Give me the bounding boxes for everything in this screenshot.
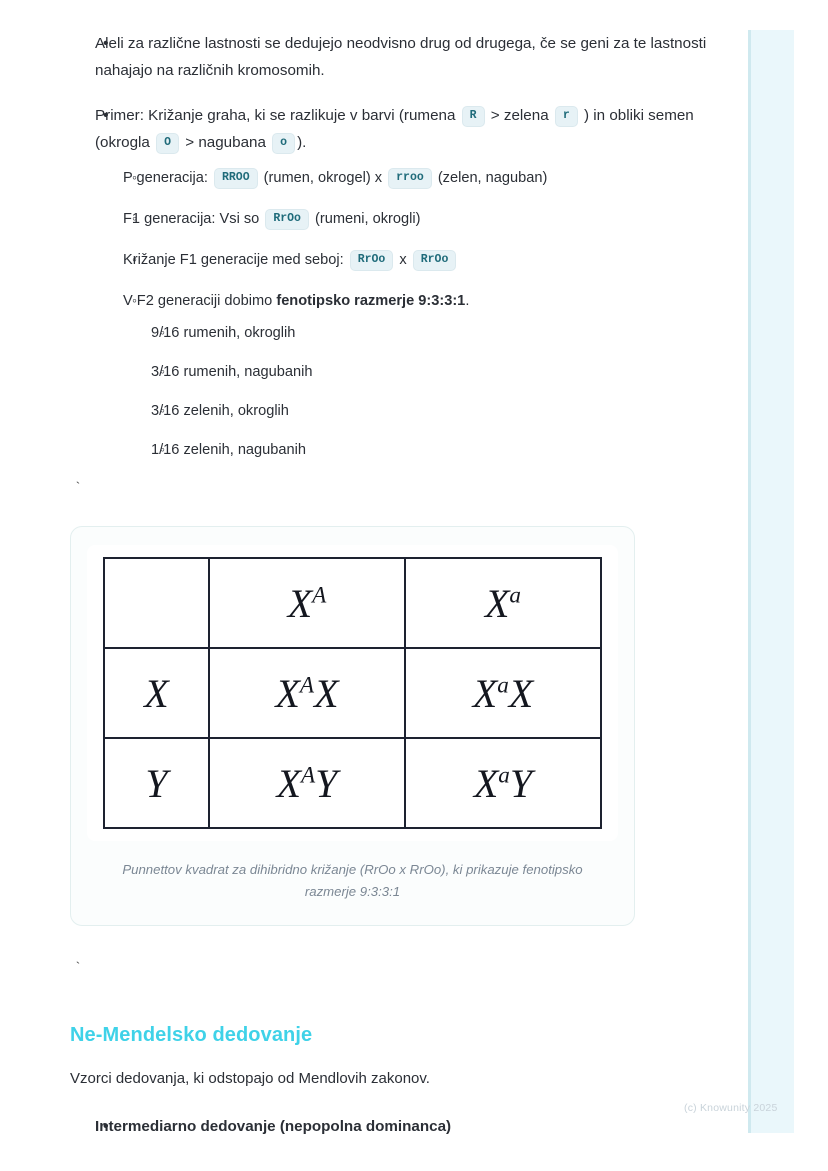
list-item-independent-assortment (68, 30, 708, 84)
punnett-cell-tail: Y (315, 760, 338, 806)
genotype-badge-RROO: RROO (214, 168, 258, 189)
table-row (104, 648, 601, 738)
list-item-p-generation (95, 166, 708, 190)
punnett-cell-1-1 (209, 648, 405, 738)
ratio-green-wrinkled: ◦ 1/16 zelenih, nagubanih (151, 439, 708, 462)
genotype-badge-rroo: rroo (388, 168, 432, 189)
section-lead-text: Vzorci dedovanja, ki odstopajo od Mendlovih zakonov. (70, 1070, 430, 1087)
watermark-copyright: (c) Knowunity 2025 (684, 1102, 778, 1114)
example-lead (95, 102, 708, 156)
intermediate-inheritance-text: • Intermediarno dedovanje (nepopolna dominanca) (95, 1113, 708, 1140)
list-item-intermediate-inheritance (68, 1113, 708, 1140)
example-lead-part3: ) in obliki semen (okrogla (95, 107, 694, 151)
generation-sub-list (95, 166, 708, 462)
example-lead-part4: > nagubana (185, 134, 266, 151)
p-generation-pre: P generacija: (123, 170, 208, 186)
list-item-ratio-green-wrinkled (123, 439, 708, 462)
list-item-example (68, 102, 708, 462)
f2-ratio-bold: fenotipsko razmerje 9:3:3:1 (276, 293, 466, 309)
punnett-cell-tail: Y (509, 760, 533, 806)
punnett-square-table (103, 557, 602, 829)
punnett-cell-2-2 (405, 738, 601, 828)
f1-cross-pre: Križanje F1 generacije med seboj: (123, 252, 344, 268)
allele-badge-O: O (156, 133, 179, 154)
allele-badge-R: R (462, 106, 485, 127)
example-lead-part2: > zelena (490, 107, 549, 124)
f2-pre: V F2 generaciji dobimo (123, 293, 273, 309)
punnett-cell-2-0 (104, 738, 209, 828)
punnett-cell-sup: a (509, 582, 522, 609)
f1-generation-pre: F1 generacija: Vsi so (123, 211, 260, 227)
punnett-cell-sup: a (497, 672, 509, 699)
example-lead-part1: Primer: Križanje graha, ki se razlikuje v barvi (rumena (95, 107, 456, 124)
list-item-ratio-yellow-round (123, 322, 708, 345)
table-row (104, 738, 601, 828)
punnett-cell-1-0 (104, 648, 209, 738)
punnett-figure-inner (87, 545, 618, 841)
f2-post: . (465, 293, 470, 309)
allele-badge-o: o (272, 133, 295, 154)
punnett-cell-sup: A (301, 762, 316, 789)
genotype-badge-RrOo-right: RrOo (413, 250, 457, 271)
genotype-badge-RrOo-f1: RrOo (265, 209, 309, 230)
main-bullet-list (68, 30, 708, 462)
punnett-cell-base: X (287, 580, 313, 626)
list-item-ratio-yellow-wrinkled (123, 361, 708, 384)
punnett-cell-tail: X (314, 670, 339, 716)
ratio-yellow-round: ◦ 9/16 rumenih, okroglih (151, 322, 708, 345)
punnett-cell-tail: X (508, 670, 534, 716)
p-generation-mid: (rumen, okrogel) x (263, 170, 383, 186)
allele-badge-r: r (555, 106, 578, 127)
independent-assortment-text: • Aleli za različne lastnosti se dedujejo neodvisno drug od drugega, če se geni za te lastnosti nahajajo na različnih kromosomih. (95, 30, 708, 84)
f1-generation-mid: (rumeni, okrogli) (315, 211, 421, 227)
list-item-f1-generation (95, 207, 708, 231)
punnett-cell-sup: A (299, 672, 315, 699)
stray-backtick-bottom: ` (74, 960, 82, 975)
punnett-cell-1-2 (405, 648, 601, 738)
punnett-cell-sup: a (498, 762, 510, 789)
punnett-cell-base: X (484, 580, 510, 626)
punnett-cell-base: X (473, 760, 499, 806)
punnett-cell-2-1 (209, 738, 405, 828)
punnett-figure-caption: Punnettov kvadrat za dihibridno križanje (RrOo x RrOo), ki prikazuje fenotipsko razmerje 9:3:3:1 (122, 862, 583, 899)
punnett-cell-0-0 (104, 558, 209, 648)
punnett-cell-base: X (275, 670, 300, 716)
list-item-f2-generation (95, 289, 708, 462)
ratio-yellow-wrinkled: ◦ 3/16 rumenih, nagubanih (151, 361, 708, 384)
non-mendelian-bullet-list (68, 1113, 708, 1140)
table-row (104, 558, 601, 648)
f2-ratio-list (123, 322, 708, 462)
punnett-cell-sup: A (312, 582, 327, 609)
p-generation-post: (zelen, naguban) (437, 170, 548, 186)
punnett-cell-base: X (472, 670, 498, 716)
ratio-green-round: ◦ 3/16 zelenih, okroglih (151, 400, 708, 423)
f1-cross-mid: x (399, 252, 407, 268)
right-decorative-strip (748, 30, 794, 1133)
genotype-badge-RrOo-left: RrOo (350, 250, 394, 271)
section-heading-non-mendelian: Ne-Mendelsko dedovanje (70, 1024, 313, 1046)
punnett-cell-base: X (276, 760, 301, 806)
list-item-f1-cross (95, 248, 708, 272)
stray-backtick-top: ` (74, 480, 82, 495)
punnett-figure-card (70, 526, 635, 926)
punnett-cell-base: X (144, 670, 169, 716)
punnett-cell-0-1 (209, 558, 405, 648)
example-lead-part5: ). (297, 134, 307, 151)
punnett-cell-0-2 (405, 558, 601, 648)
punnett-cell-base: Y (145, 760, 168, 806)
list-item-ratio-green-round (123, 400, 708, 423)
